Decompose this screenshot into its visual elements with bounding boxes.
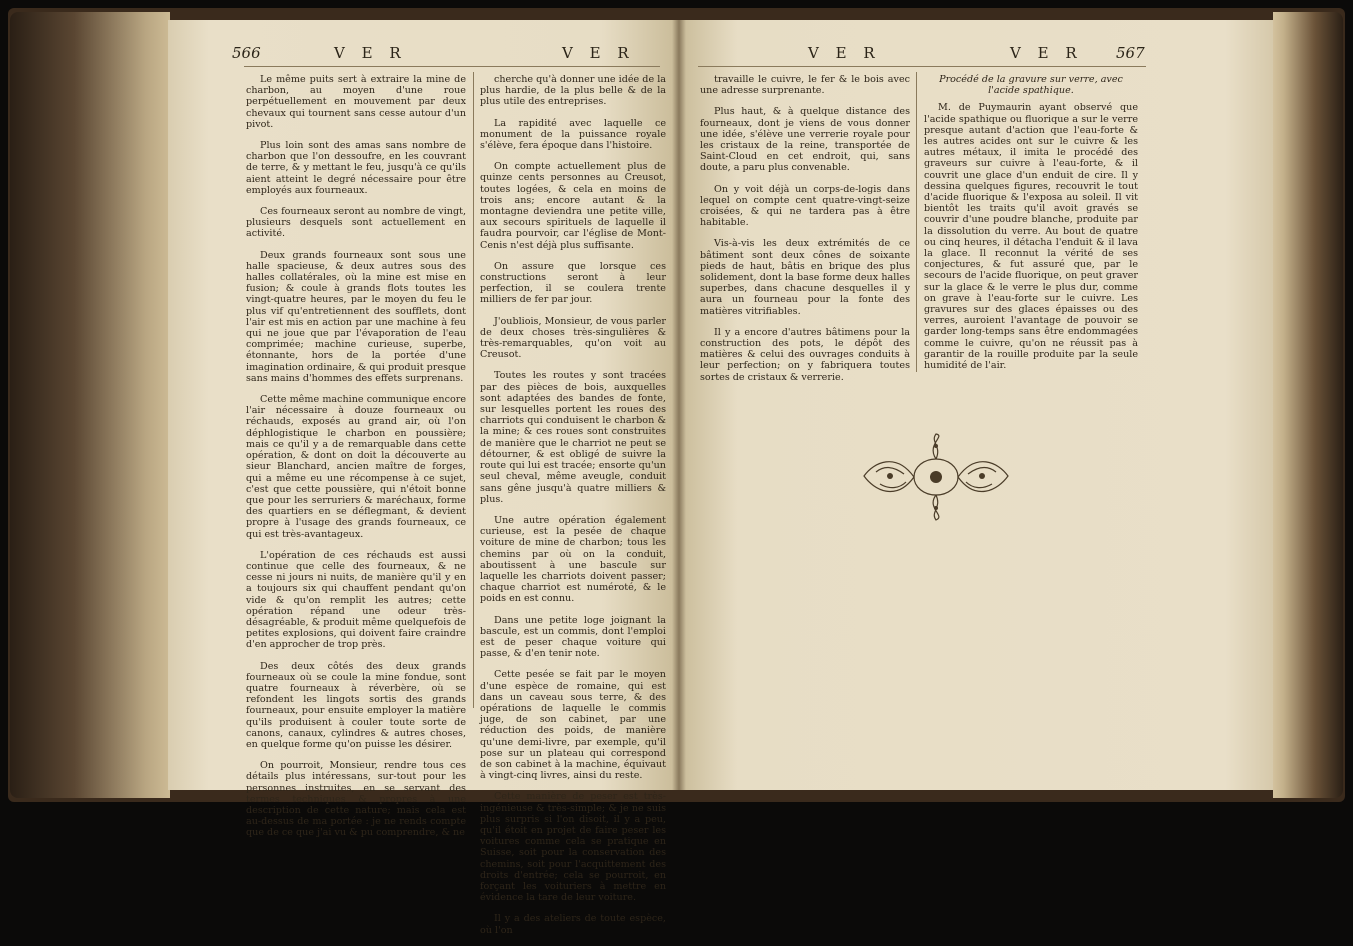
paragraph: M. de Puymaurin ayant observé que l'acide spathique ou fluorique a sur le verre presque autant d'action que l'eau-forte & les autres acides ont sur le cuivre & les autres métaux, il imita le procédé des graveurs sur cuivre à l'eau-forte, & il couvrit une glace d'un enduit de cire. Il y dessina quelques figures, recouvrit le tout d'acide fluorique & l'exposa au soleil. Il vit bientôt les traits qu'il avoit gravés se couvrir d'une poudre blanche, produite par la dissolution du verre. Au bout de quatre ou cinq heures, il détacha l'enduit & il lava la glace. Il reconnut la vérité de ses conjectures, & fut assuré que, par le secours de l'acide fluorique, on peut graver sur la glace & le verre le plus dur, comme on grave à l'eau-forte sur le cuivre. Les gravures sur des glaces épaisses ou des verres, auroient l'avantage de pouvoir se garder long-temps sans être endommagées comme le cuivre, qu'on ne réussit pas à garantir de la rouille produite par la seule humidité de l'air. <box>924 102 1138 372</box>
paragraph: Vis-à-vis les deux extrémités de ce bâtiment sont deux cônes de soixante pieds de haut, bâtis en brique des plus solidement, dont la base forme deux halles superbes, dans chacune desquelles il y aura un fourneau pour la fonte des matières vitrifiables. <box>700 238 910 317</box>
paragraph: L'opération de ces réchauds est aussi continue que celle des fourneaux, & ne cesse ni jours ni nuits, de manière qu'il y en a toujours six qui chauffent pendant qu'on vide & qu'on remplit les autres; cette opération répand une odeur très-désagréable, & produit même quelquefois de petites explosions, qui doivent faire craindre d'en approcher de trop près. <box>246 549 466 651</box>
running-head-left-col1: V E R <box>334 44 407 62</box>
paragraph: Cette pesée se fait par le moyen d'une espèce de romaine, qui est dans un caveau sous terre, & des opérations de laquelle le commis juge, de son cabinet, par une réduction des poids, de manière qu'une demi-livre, par exemple, qu'il pose sur un plateau qui correspond de son cabinet à la machine, équivaut à vingt-cinq livres, ainsi du reste. <box>480 669 666 782</box>
paragraph: Cette manière de peser est très-ingénieuse & très-simple; & je ne suis plus surpris si l'on disoit, il y a peu, qu'il étoit en projet de faire peser les voitures comme cela se pratique en Suisse, soit pour la conservation des chemins, soit pour l'acquittement des droits d'entrée; cela se pourroit, en forçant les voituriers à mettre en évidence la tare de leur voiture. <box>480 791 666 904</box>
right-page-edges <box>1273 12 1343 798</box>
paragraph: J'oubliois, Monsieur, de vous parler de deux choses très-singulières & très-remarquables, qu'on voit au Creusot. <box>480 315 666 361</box>
paragraph: Ces fourneaux seront au nombre de vingt, plusieurs desquels sont actuellement en activité. <box>246 206 466 240</box>
left-page-column-2 <box>480 74 666 946</box>
book-gutter <box>672 20 686 790</box>
running-head-right-col2: V E R <box>1010 44 1083 62</box>
running-head-right-col1: V E R <box>808 44 881 62</box>
paragraph: Deux grands fourneaux sont sous une halle spacieuse, & deux autres sous des halles collatérales, où la mine est mise en fusion; & coule à grands flots toutes les vingt-quatre heures, par le moyen du feu le plus vif qu'entretiennent des soufflets, dont l'air est mis en action par une machine à feu qui ne joue que par l'évaporation de l'eau comprimée; machine curieuse, superbe, étonnante, hors de la portée d'une imagination ordinaire, & qui produit presque sans mains d'hommes des effets surprenans. <box>246 249 466 384</box>
right-page-column-2 <box>924 74 1138 381</box>
paragraph: On assure que lorsque ces constructions seront à leur perfection, il se coulera trente milliers de fer par jour. <box>480 260 666 306</box>
paragraph: Des deux côtés des deux grands fourneaux où se coule la mine fondue, sont quatre fourneaux à réverbère, où se refondent les lingots sortis des grands fourneaux, pour ensuite employer la matière qu'ils produisent à couler toute sorte de canons, canaux, cylindres & autres choses, en quelque forme qu'on puisse les désirer. <box>246 660 466 750</box>
paragraph: On pourroit, Monsieur, rendre tous ces détails plus intéressans, sur-tout pour les personnes instruites, en se servant des termes techniques & propres à une description de cette nature; mais cela est au-dessus de ma portée : je ne rends compte que de ce que j'ai vu & pu comprendre, & ne <box>246 760 466 839</box>
right-page-column-1 <box>700 74 910 393</box>
floral-vignette-icon <box>856 432 1016 522</box>
column-rule-left <box>473 72 474 708</box>
paragraph: Le même puits sert à extraire la mine de charbon, au moyen d'une roue perpétuellement en mouvement par deux chevaux qui tournent sans cesse autour d'un pivot. <box>246 74 466 130</box>
page-number-right: 567 <box>1116 44 1145 62</box>
section-title: Procédé de la gravure sur verre, avec l'acide spathique. <box>939 74 1123 97</box>
left-page-edges <box>10 12 170 798</box>
header-rule-left <box>244 66 660 67</box>
paragraph: Plus haut, & à quelque distance des fourneaux, dont je viens de vous donner une idée, s'élève une verrerie royale pour les cristaux de la reine, transportée de Saint-Cloud en cet endroit, qui, sans doute, a paru plus convenable. <box>700 106 910 174</box>
running-head-left-col2: V E R <box>562 44 635 62</box>
paragraph: Plus loin sont des amas sans nombre de charbon que l'on dessoufre, en les couvrant de terre, & y mettant le feu, jusqu'à ce qu'ils aient atteint le degré nécessaire pour être employés aux fourneaux. <box>246 140 466 196</box>
paragraph: travaille le cuivre, le fer & le bois avec une adresse surprenante. <box>700 74 910 97</box>
left-page-column-1 <box>246 74 466 849</box>
page-number-left: 566 <box>232 44 261 62</box>
paragraph: La rapidité avec laquelle ce monument de la puissance royale s'élève, fera époque dans l'histoire. <box>480 117 666 152</box>
paragraph: Toutes les routes y sont tracées par des pièces de bois, auxquelles sont adaptées des bandes de fonte, sur lesquelles portent les roues des charriots qui conduisent le charbon & la mine; & ces roues sont construites de manière que le charriot ne peut se détourner, & est obligé de suivre la route qui lui est tracée; ensorte qu'un seul cheval, même aveugle, conduit sans gêne jusqu'à quatre milliers & plus. <box>480 370 666 505</box>
paragraph: Une autre opération également curieuse, est la pesée de chaque voiture de mine de charbon; tous les chemins par où on la conduit, aboutissent à une bascule sur laquelle les charriots doivent passer; chaque charriot est numéroté, & le poids en est connu. <box>480 514 666 605</box>
header-rule-right <box>698 66 1146 67</box>
paragraph: Il y a encore d'autres bâtimens pour la construction des pots, le dépôt des matières & celui des ouvrages conduits à leur perfection; on y fabriquera toutes sortes de cristaux & verrerie. <box>700 326 910 383</box>
paragraph: cherche qu'à donner une idée de la plus hardie, de la plus belle & de la plus utile des entreprises. <box>480 74 666 108</box>
paragraph: Cette même machine communique encore l'air nécessaire à douze fourneaux ou réchauds, exposés au grand air, où l'on déphlogistique le charbon en poussière; mais ce qu'il y a de remarquable dans cette opération, & dont on doit la découverte au sieur Blanchard, ancien maître de forges, qui a même eu une récompense à ce sujet, c'est que cette poussière, qui n'étoit bonne que pour les serruriers & maréchaux, forme des quartiers en se déflegmant, & devient propre à l'usage des grands fourneaux, ce qui est très-avantageux. <box>246 394 466 540</box>
paragraph: Il y a des ateliers de toute espèce, où l'on <box>480 913 666 936</box>
column-rule-right <box>916 72 917 372</box>
paragraph: On compte actuellement plus de quinze cents personnes au Creusot, toutes logées, & cela en moins de trois ans; encore autant & la montagne deviendra une petite ville, aux secours spirituels de laquelle il faudra pourvoir, car l'église de Mont-Cenis n'est déjà plus suffisante. <box>480 161 666 251</box>
paragraph: Dans une petite loge joignant la bascule, est un commis, dont l'emploi est de peser chaque voiture qui passe, & d'en tenir note. <box>480 614 666 660</box>
paragraph: On y voit déjà un corps-de-logis dans lequel on compte cent quatre-vingt-seize croisées, & qui ne tardera pas à être habitable. <box>700 183 910 229</box>
